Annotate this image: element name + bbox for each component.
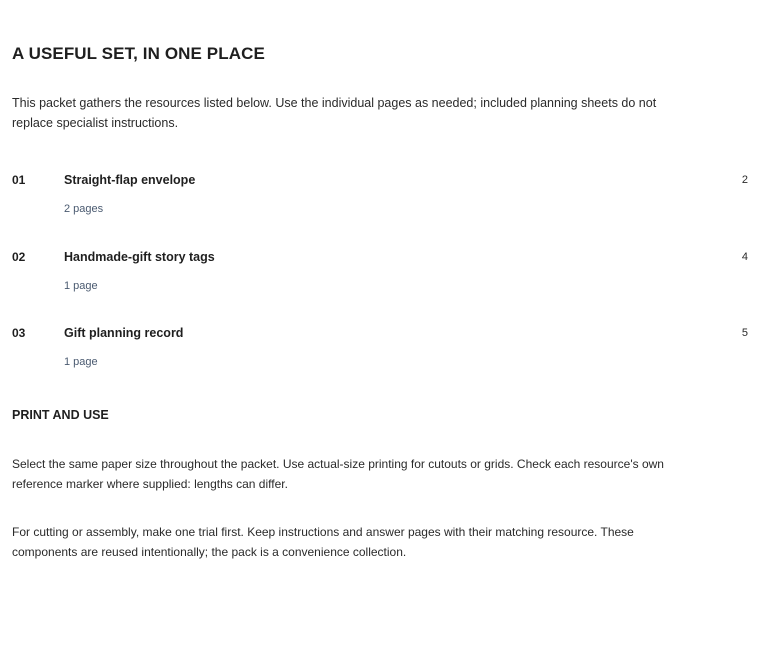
toc-entry xyxy=(12,173,748,223)
toc-entry xyxy=(12,250,748,300)
page-title: A USEFUL SET, IN ONE PLACE xyxy=(12,44,265,63)
toc-entry-title: Handmade-gift story tags xyxy=(64,250,215,264)
toc-entry-number: 01 xyxy=(12,173,26,187)
print-section-heading: PRINT AND USE xyxy=(12,408,109,422)
toc-entry-page-count: 2 pages xyxy=(64,203,104,215)
intro-paragraph: This packet gathers the resources listed below. Use the individual pages as needed; included planning sheets do not replace specialist instructions. xyxy=(12,96,657,130)
toc-entry xyxy=(12,326,748,376)
toc-entry-page-number: 5 xyxy=(741,327,748,339)
toc-entry-title: Gift planning record xyxy=(64,326,184,340)
toc-entry-page-count: 1 page xyxy=(64,280,98,292)
toc-entry-page-number: 2 xyxy=(741,174,748,186)
toc-entry-title: Straight-flap envelope xyxy=(64,173,196,187)
toc-entry-number: 03 xyxy=(12,326,26,340)
toc-entry-page-number: 4 xyxy=(741,251,748,263)
assembly-instructions-paragraph: For cutting or assembly, make one trial first. Keep instructions and answer pages with their matching resource. These components are reused intentionally; the pack is a convenience collection. xyxy=(12,525,634,559)
toc-entry-number: 02 xyxy=(12,250,26,264)
print-instructions-paragraph: Select the same paper size throughout the packet. Use actual-size printing for cutouts or grids. Check each resource's own reference marker where supplied: lengths can differ. xyxy=(12,457,664,491)
toc-entry-page-count: 1 page xyxy=(64,356,98,368)
